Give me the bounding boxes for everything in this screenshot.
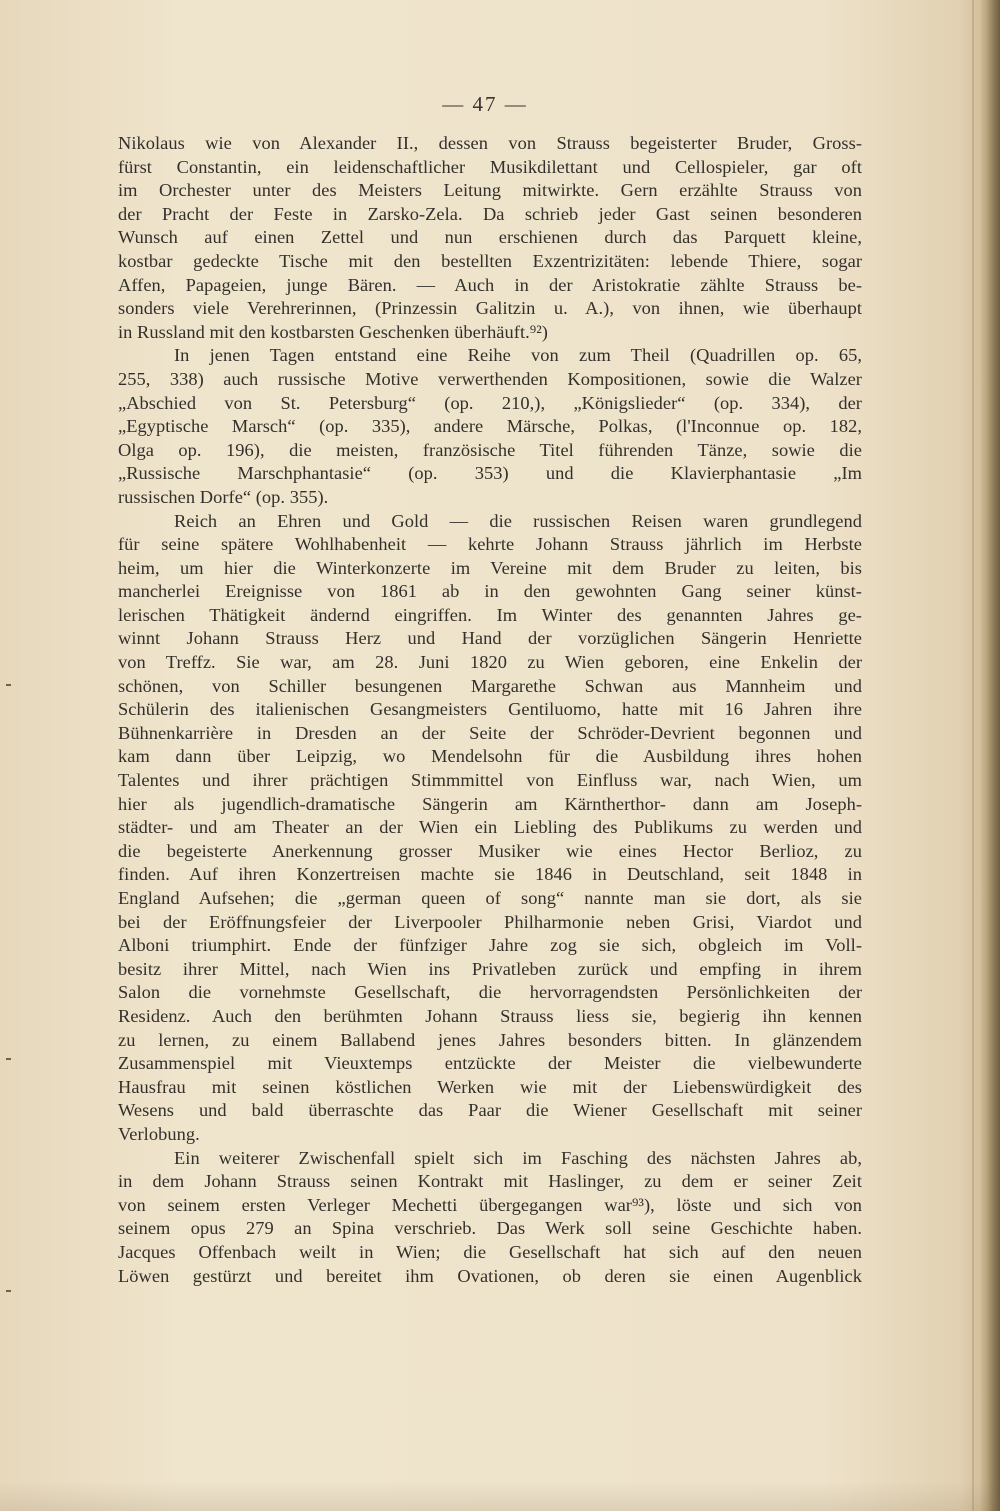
text-line: Olga op. 196), die meisten, französische Titel führenden Tänze, sowie die	[118, 439, 862, 460]
text-line: Bühnenkarrière in Dresden an der Seite der Schröder-Devrient begonnen und	[118, 722, 862, 743]
text-line: zu lernen, zu einem Ballabend jenes Jahres besonders bitten. In glänzendem	[118, 1029, 862, 1050]
text-line: Alboni triumphirt. Ende der fünfziger Jahre zog sie sich, obgleich im Voll-	[118, 935, 862, 956]
text-line: bei der Eröffnungsfeier der Liverpooler Philharmonie neben Grisi, Viardot und	[118, 911, 862, 932]
page-fold-line	[972, 0, 974, 1511]
page-bottom-shadow	[0, 1481, 1000, 1511]
text-line: Affen, Papageien, junge Bären. — Auch in der Aristokratie zählte Strauss be-	[118, 274, 862, 295]
margin-mark	[6, 1058, 11, 1060]
text-line: Wesens und bald überraschte das Paar die Wiener Gesellschaft mit seiner	[118, 1100, 862, 1121]
margin-mark	[6, 1290, 11, 1292]
text-line: mancherlei Ereignisse von 1861 ab in den gewohnten Gang seiner künst-	[118, 581, 862, 602]
text-line: in dem Johann Strauss seinen Kontrakt mit Haslinger, zu dem er seiner Zeit	[118, 1171, 862, 1192]
text-line: seinem opus 279 an Spina verschrieb. Das Werk soll seine Geschichte haben.	[118, 1218, 862, 1239]
text-line: „Russische Marschphantasie“ (op. 353) und die Klavierphantasie „Im	[118, 463, 862, 484]
text-line: in Russland mit den kostbarsten Geschenken überhäuft.⁹²)	[118, 321, 548, 342]
text-line: Residenz. Auch den berühmten Johann Strauss liess sie, begierig ihn kennen	[118, 1005, 862, 1026]
text-line: finden. Auf ihren Konzertreisen machte sie 1846 in Deutschland, seit 1848 in	[118, 864, 862, 885]
text-line: England Aufsehen; die „german queen of song“ nannte man sie dort, als sie	[118, 888, 862, 908]
page-number: — 47 —	[442, 92, 528, 116]
text-line: Verlobung.	[118, 1123, 200, 1144]
text-line: fürst Constantin, ein leidenschaftlicher Musikdilettant und Cellospieler, gar oft	[118, 156, 862, 177]
text-line: Schülerin des italienischen Gesangmeisters Gentiluomo, hatte mit 16 Jahren ihre	[118, 699, 862, 720]
text-line: winnt Johann Strauss Herz und Hand der vorzüglichen Sängerin Henriette	[118, 628, 862, 649]
text-line: für seine spätere Wohlhabenheit — kehrte Johann Strauss jährlich im Herbste	[118, 534, 862, 555]
text-line: „Egyptische Marsch“ (op. 335), andere Märsche, Polkas, (l'Inconnue op. 182,	[118, 416, 862, 437]
text-line: die begeisterte Anerkennung grosser Musiker wie eines Hector Berlioz, zu	[118, 840, 862, 861]
text-line: sonders viele Verehrerinnen, (Prinzessin Galitzin u. A.), von ihnen, wie überhaupt	[118, 298, 862, 319]
margin-mark	[6, 684, 11, 686]
text-line: schönen, von Schiller besungenen Margarethe Schwan aus Mannheim und	[118, 675, 862, 696]
text-line: Zusammenspiel mit Vieuxtemps entzückte der Meister die vielbewunderte	[118, 1053, 862, 1074]
text-line: „Abschied von St. Petersburg“ (op. 210,), „Königslieder“ (op. 334), der	[118, 392, 862, 413]
text-line: kostbar gedeckte Tische mit den bestellten Exzentrizitäten: lebende Thiere, sogar	[118, 250, 862, 271]
text-line: Salon die vornehmste Gesellschaft, die hervorragendsten Persönlichkeiten der	[118, 982, 862, 1003]
text-line: Jacques Offenbach weilt in Wien; die Gesellschaft hat sich auf den neuen	[118, 1241, 862, 1262]
text-line: Löwen gestürzt und bereitet ihm Ovationen, ob deren sie einen Augenblick	[118, 1265, 862, 1286]
paragraph-start-line: In jenen Tagen entstand eine Reihe von zum Theil (Quadrillen op. 65,	[174, 345, 862, 366]
text-line: von seinem ersten Verleger Mechetti übergegangen war⁹³), löste und sich von	[118, 1194, 862, 1215]
page-edge	[978, 0, 1000, 1511]
text-line: Nikolaus wie von Alexander II., dessen von Strauss begeisterter Bruder, Gross-	[118, 133, 862, 153]
text-line: lerischen Thätigkeit ändernd eingriffen. Im Winter des genannten Jahres ge-	[118, 604, 862, 625]
text-line: von Treffz. Sie war, am 28. Juni 1820 zu Wien geboren, eine Enkelin der	[118, 652, 862, 673]
text-line: 255, 338) auch russische Motive verwerthenden Kompositionen, sowie die Walzer	[118, 368, 862, 389]
text-line: russischen Dorfe“ (op. 355).	[118, 486, 329, 507]
text-line: Hausfrau mit seinen köstlichen Werken wie mit der Liebenswürdigkeit des	[118, 1076, 862, 1097]
text-line: hier als jugendlich-dramatische Sängerin am Kärntherthor- dann am Joseph-	[118, 793, 862, 814]
text-line: heim, um hier die Winterkonzerte im Vereine mit dem Bruder zu leiten, bis	[118, 557, 862, 578]
text-line: städter- und am Theater an der Wien ein Liebling des Publikums zu werden und	[118, 817, 862, 838]
text-line: Talentes und ihrer prächtigen Stimmmittel von Einfluss war, nach Wien, um	[118, 770, 862, 791]
text-line: besitz ihrer Mittel, nach Wien ins Privatleben zurück und empfing in ihrem	[118, 958, 862, 979]
text-line: im Orchester unter des Meisters Leitung mitwirkte. Gern erzählte Strauss von	[118, 180, 862, 201]
text-line: der Pracht der Feste in Zarsko-Zela. Da schrieb jeder Gast seinen besonderen	[118, 203, 862, 224]
paragraph-start-line: Ein weiterer Zwischenfall spielt sich im Fasching des nächsten Jahres ab,	[174, 1147, 862, 1168]
text-line: Wunsch auf einen Zettel und nun erschienen durch das Parquett kleine,	[118, 227, 862, 248]
paragraph-start-line: Reich an Ehren und Gold — die russischen Reisen waren grundlegend	[174, 510, 862, 531]
body-text	[118, 132, 862, 1288]
text-line: kam dann über Leipzig, wo Mendelsohn für die Ausbildung ihres hohen	[118, 746, 862, 767]
